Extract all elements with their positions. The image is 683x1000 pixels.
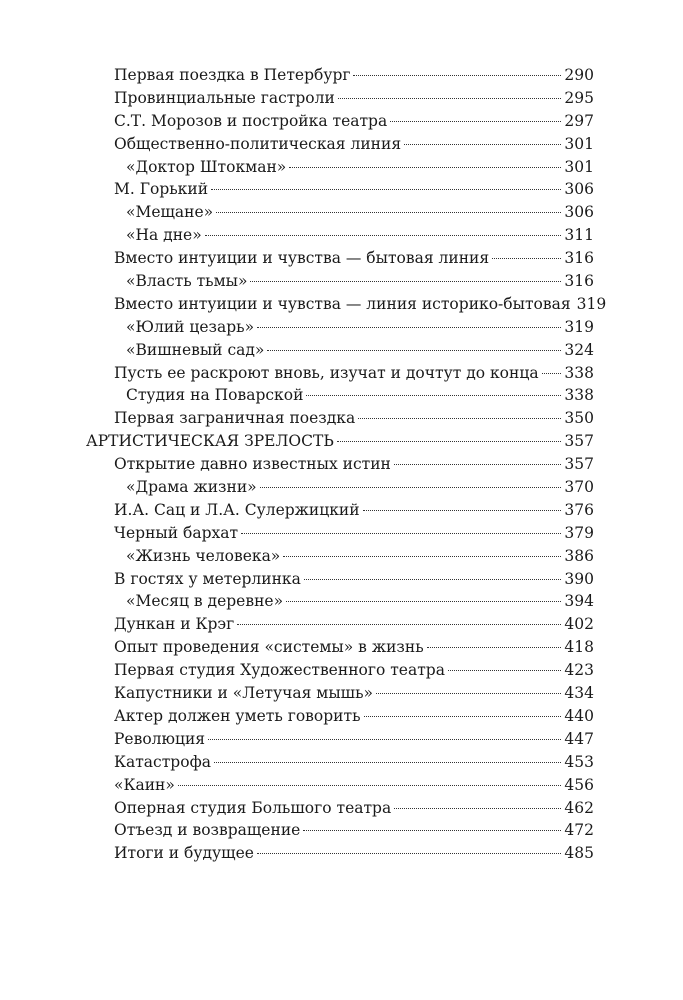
toc-entry-title: М. Горький xyxy=(114,180,209,199)
toc-entry-title: Вместо интуиции и чувства — бытовая линия xyxy=(114,249,490,268)
toc-entry-page: 297 xyxy=(564,111,594,130)
toc-entry-title: Актер должен уметь говорить xyxy=(114,706,361,725)
toc-entry-title: «Каин» xyxy=(114,775,175,794)
dot-leader xyxy=(364,716,562,717)
toc-entry-title: Катастрофа xyxy=(114,752,211,771)
toc-entry xyxy=(86,590,594,613)
toc-entry xyxy=(86,842,594,865)
toc-entry-page: 306 xyxy=(564,203,594,222)
dot-leader xyxy=(542,373,562,374)
toc-entry-page: 350 xyxy=(564,409,594,428)
toc-entry-page: 301 xyxy=(564,134,594,153)
toc-entry-page: 434 xyxy=(564,684,594,703)
toc-entry xyxy=(86,705,594,728)
toc-entry-page: 402 xyxy=(564,615,594,634)
toc-entry xyxy=(86,201,594,224)
dot-leader xyxy=(353,75,561,76)
toc-entry-page: 456 xyxy=(564,775,594,794)
toc-entry-title: Отъезд и возвращение xyxy=(114,821,301,840)
toc-entry-title: Черный бархат xyxy=(114,523,239,542)
toc-entry-page: 386 xyxy=(564,546,594,565)
toc-entry-page: 311 xyxy=(564,226,594,245)
toc-entry-page: 423 xyxy=(564,661,594,680)
toc-entry-title: В гостях у метерлинка xyxy=(114,569,301,588)
dot-leader xyxy=(250,281,561,282)
dot-leader xyxy=(257,327,561,328)
toc-entry xyxy=(86,316,594,339)
toc-entry-page: 357 xyxy=(564,432,594,451)
toc-entry-page: 295 xyxy=(564,88,594,107)
toc-entry xyxy=(86,407,594,430)
toc-entry-title: «Власть тьмы» xyxy=(126,272,248,291)
toc-entry xyxy=(86,224,594,247)
dot-leader xyxy=(241,533,561,534)
dot-leader xyxy=(178,785,562,786)
dot-leader xyxy=(492,258,561,259)
dot-leader xyxy=(304,579,562,580)
dot-leader xyxy=(338,98,562,99)
dot-leader xyxy=(257,853,561,854)
dot-leader xyxy=(448,670,561,671)
toc-entry xyxy=(86,728,594,751)
toc-entry-title: «Мещане» xyxy=(126,203,214,222)
toc-entry xyxy=(86,133,594,156)
toc-entry-title: Опыт проведения «системы» в жизнь xyxy=(114,638,424,657)
toc-entry-title: Первая заграничная поездка xyxy=(114,409,356,428)
toc-entry-page: 472 xyxy=(564,821,594,840)
toc-entry-title: «Жизнь человека» xyxy=(126,546,281,565)
toc-entry xyxy=(86,659,594,682)
toc-entry-page: 376 xyxy=(564,500,594,519)
toc-entry xyxy=(86,797,594,820)
toc-entry-page: 316 xyxy=(564,272,594,291)
toc-entry xyxy=(86,453,594,476)
toc-entry-page: 316 xyxy=(564,249,594,268)
toc-entry-title: АРТИСТИЧЕСКАЯ ЗРЕЛОСТЬ xyxy=(86,432,334,451)
toc-entry xyxy=(86,110,594,133)
toc-entry-page: 394 xyxy=(564,592,594,611)
dot-leader xyxy=(260,487,562,488)
dot-leader xyxy=(267,350,561,351)
toc-entry xyxy=(86,636,594,659)
toc-entry xyxy=(86,774,594,797)
dot-leader xyxy=(376,693,561,694)
dot-leader xyxy=(363,510,562,511)
dot-leader xyxy=(427,647,562,648)
toc-entry-title: «Вишневый сад» xyxy=(126,340,265,359)
dot-leader xyxy=(286,601,561,602)
toc-entry xyxy=(86,87,594,110)
toc-entry-title: «Месяц в деревне» xyxy=(126,592,284,611)
toc-entry xyxy=(86,384,594,407)
toc-entry-page: 418 xyxy=(564,638,594,657)
toc-entry-title: «Юлий цезарь» xyxy=(126,317,255,336)
toc-entry xyxy=(86,64,594,87)
dot-leader xyxy=(214,762,561,763)
toc-entry xyxy=(86,270,594,293)
dot-leader xyxy=(216,212,561,213)
toc-entry-title: Студия на Поварской xyxy=(126,386,304,405)
toc-entry-title: С.Т. Морозов и постройка театра xyxy=(114,111,388,130)
dot-leader xyxy=(303,830,561,831)
toc-entry-page: 462 xyxy=(564,798,594,817)
toc-entry-title: Первая студия Художественного театра xyxy=(114,661,445,680)
toc-entry-title: Дункан и Крэг xyxy=(114,615,235,634)
dot-leader xyxy=(306,395,561,396)
toc-entry xyxy=(86,819,594,842)
toc-entry-title: Открытие давно известных истин xyxy=(114,455,391,474)
toc-entry-page: 447 xyxy=(564,729,594,748)
toc-entry-page: 301 xyxy=(564,157,594,176)
dot-leader xyxy=(394,808,561,809)
dot-leader xyxy=(358,418,561,419)
toc-entry-title: Оперная студия Большого театра xyxy=(114,798,392,817)
toc-entry-title: Революция xyxy=(114,729,206,748)
toc-entry-page: 370 xyxy=(564,478,594,497)
toc-entry-title: Провинциальные гастроли xyxy=(114,88,335,107)
toc-entry-page: 319 xyxy=(576,294,607,313)
toc-entry-page: 319 xyxy=(564,317,594,336)
dot-leader xyxy=(205,235,562,236)
dot-leader xyxy=(404,144,561,145)
toc-entry-page: 485 xyxy=(564,844,594,863)
dot-leader xyxy=(211,189,561,190)
toc-entry-page: 306 xyxy=(564,180,594,199)
toc-entry xyxy=(86,613,594,636)
toc-entry-title: «На дне» xyxy=(126,226,202,245)
toc-entry-page: 338 xyxy=(564,386,594,405)
dot-leader xyxy=(237,624,561,625)
toc-entry xyxy=(86,522,594,545)
toc-entry xyxy=(86,545,594,568)
toc-entry xyxy=(86,293,607,316)
table-of-contents xyxy=(86,64,607,865)
toc-entry xyxy=(86,476,594,499)
toc-entry-title: «Драма жизни» xyxy=(126,478,257,497)
toc-entry xyxy=(86,156,594,179)
dot-leader xyxy=(289,167,561,168)
dot-leader xyxy=(390,121,561,122)
toc-entry-title: И.А. Сац и Л.А. Сулержицкий xyxy=(114,500,360,519)
toc-entry-page: 390 xyxy=(564,569,594,588)
toc-entry-title: Капустники и «Летучая мышь» xyxy=(114,684,374,703)
toc-entry-page: 453 xyxy=(564,752,594,771)
dot-leader xyxy=(283,556,561,557)
dot-leader xyxy=(394,464,562,465)
toc-entry-title: Пусть ее раскроют вновь, изучат и дочтут до конца xyxy=(114,363,539,382)
toc-entry-title: Общественно-политическая линия xyxy=(114,134,402,153)
toc-entry xyxy=(86,751,594,774)
toc-entry-page: 324 xyxy=(564,340,594,359)
toc-entry xyxy=(86,247,594,270)
dot-leader xyxy=(337,441,562,442)
toc-entry-page: 290 xyxy=(564,66,594,84)
toc-entry-page: 357 xyxy=(564,455,594,474)
toc-entry xyxy=(86,362,594,385)
toc-entry-page: 440 xyxy=(564,706,594,725)
toc-entry xyxy=(86,499,594,522)
toc-entry-page: 379 xyxy=(564,523,594,542)
toc-entry xyxy=(86,339,594,362)
toc-entry-page: 338 xyxy=(564,363,594,382)
toc-entry-title: Вместо интуиции и чувства — линия историко-бытовая xyxy=(114,294,571,313)
toc-entry xyxy=(86,178,594,201)
toc-entry-title: Первая поездка в Петербург xyxy=(114,66,351,84)
dot-leader xyxy=(208,739,561,740)
toc-entry xyxy=(86,568,594,591)
toc-entry-title: «Доктор Штокман» xyxy=(126,157,287,176)
toc-entry xyxy=(86,682,594,705)
toc-entry xyxy=(86,430,594,453)
toc-entry-title: Итоги и будущее xyxy=(114,844,254,863)
